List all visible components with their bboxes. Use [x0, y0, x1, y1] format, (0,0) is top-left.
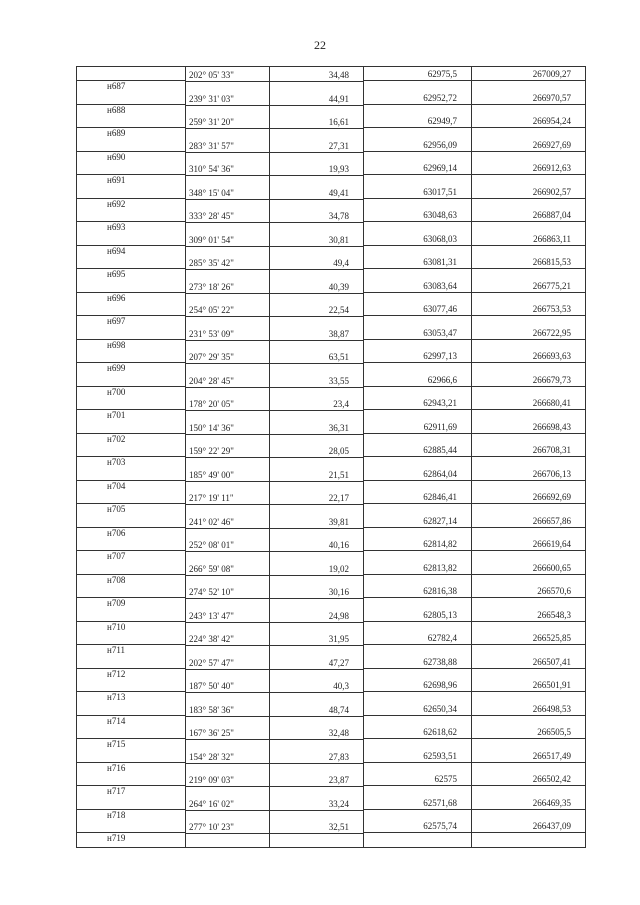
- row-separator: [185, 340, 363, 341]
- row-separator: [77, 597, 185, 598]
- coord-y: 266692,69: [532, 492, 571, 502]
- point-name: н709: [107, 598, 126, 608]
- coord-y: 266600,65: [532, 562, 571, 573]
- coord-x: 62813,82: [423, 562, 457, 573]
- coord-y: 266517,49: [532, 750, 571, 761]
- row-separator: [77, 691, 185, 692]
- row-separator: [185, 81, 363, 82]
- coord-y: 266722,95: [532, 327, 571, 338]
- row-separator: [185, 199, 363, 200]
- direction-angle: 187° 50' 40": [189, 681, 234, 692]
- segment-length: 31,95: [328, 634, 349, 645]
- coord-y: 266570,6: [537, 586, 571, 596]
- segment-length: 32,51: [328, 822, 349, 833]
- row-separator: [363, 292, 585, 293]
- row-separator: [363, 668, 585, 669]
- coord-x: 62969,14: [423, 163, 457, 173]
- direction-angle: 277° 10' 23": [189, 822, 234, 833]
- coord-x: 62966,6: [427, 374, 457, 385]
- row-separator: [363, 315, 585, 316]
- row-separator: [185, 152, 363, 153]
- point-name: н719: [107, 833, 126, 843]
- row-separator: [185, 504, 363, 505]
- coord-y: 266698,43: [532, 421, 571, 432]
- row-separator: [363, 644, 585, 645]
- coord-x: 62846,41: [423, 492, 457, 502]
- row-separator: [185, 739, 363, 740]
- segment-length: 22,54: [328, 305, 349, 316]
- row-separator: [77, 503, 185, 504]
- segment-length: 21,51: [328, 469, 349, 480]
- row-separator: [185, 410, 363, 411]
- row-separator: [363, 691, 585, 692]
- row-separator: [185, 622, 363, 623]
- row-separator: [77, 104, 185, 105]
- point-name: н688: [107, 104, 126, 115]
- row-separator: [77, 715, 185, 716]
- segment-length: 33,55: [328, 375, 349, 386]
- coord-x: 63083,64: [423, 280, 457, 291]
- row-separator: [363, 151, 585, 152]
- coord-y: 266693,63: [532, 351, 571, 361]
- segment-length: 47,27: [328, 657, 349, 668]
- segment-length: 22,17: [328, 493, 349, 504]
- row-separator: [77, 198, 185, 199]
- direction-angle: 348° 15' 04": [189, 187, 234, 198]
- coord-x: 62997,13: [423, 351, 457, 361]
- row-separator: [363, 433, 585, 434]
- point-name: н696: [107, 292, 126, 303]
- segment-length: 23,87: [328, 775, 349, 786]
- point-name: н713: [107, 692, 126, 702]
- coord-y: 266657,86: [532, 515, 571, 526]
- coord-y: 266548,3: [537, 609, 571, 620]
- segment-length: 44,91: [328, 93, 349, 104]
- coord-x: 62618,62: [423, 727, 457, 737]
- row-separator: [363, 198, 585, 199]
- row-separator: [363, 621, 585, 622]
- row-separator: [185, 293, 363, 294]
- segment-length: 19,93: [328, 164, 349, 175]
- segment-length: 49,4: [333, 258, 349, 269]
- row-separator: [185, 269, 363, 270]
- point-name: н704: [107, 480, 126, 491]
- point-name: н699: [107, 363, 126, 373]
- direction-angle: 207° 29' 35": [189, 352, 234, 363]
- segment-length: 16,61: [328, 117, 349, 128]
- point-name: н715: [107, 739, 126, 749]
- point-name: н697: [107, 316, 126, 326]
- row-separator: [185, 457, 363, 458]
- coord-x: 62943,21: [423, 398, 457, 408]
- row-separator: [363, 456, 585, 457]
- coord-x: 62816,38: [423, 586, 457, 596]
- row-separator: [185, 645, 363, 646]
- point-name: н703: [107, 457, 126, 467]
- coord-x: 62805,13: [423, 609, 457, 620]
- coord-y: 266507,41: [532, 656, 571, 667]
- direction-angle: 159° 22' 29": [189, 446, 234, 457]
- row-separator: [77, 668, 185, 669]
- coord-x: 62575: [434, 774, 457, 784]
- direction-angle: 285° 35' 42": [189, 258, 234, 269]
- direction-angle: 274° 52' 10": [189, 587, 234, 598]
- coord-x: 62885,44: [423, 445, 457, 455]
- row-separator: [77, 315, 185, 316]
- coord-y: 266679,73: [532, 374, 571, 385]
- segment-length: 23,4: [333, 399, 349, 410]
- direction-angle: 154° 28' 32": [189, 751, 234, 762]
- coord-x: 63053,47: [423, 327, 457, 338]
- direction-angle: 239° 31' 03": [189, 93, 234, 104]
- segment-length: 33,24: [328, 798, 349, 809]
- coord-y: 267009,27: [532, 69, 571, 79]
- row-separator: [185, 387, 363, 388]
- direction-angle: 310° 54' 36": [189, 164, 234, 175]
- row-separator: [185, 669, 363, 670]
- segment-length: 63,51: [328, 352, 349, 363]
- coord-y: 266863,11: [533, 233, 571, 244]
- coord-x: 62593,51: [423, 750, 457, 761]
- point-name: н714: [107, 715, 126, 726]
- coord-y: 266437,09: [532, 821, 571, 831]
- coord-x: 62571,68: [423, 797, 457, 808]
- coord-y: 266706,13: [532, 468, 571, 479]
- row-separator: [77, 433, 185, 434]
- point-name: н708: [107, 574, 126, 585]
- row-separator: [363, 386, 585, 387]
- segment-length: 49,41: [328, 187, 349, 198]
- column-divider: [471, 67, 472, 847]
- coord-y: 266887,04: [532, 210, 571, 220]
- row-separator: [77, 127, 185, 128]
- row-separator: [77, 221, 185, 222]
- direction-angle: 273° 18' 26": [189, 281, 234, 292]
- point-name: н718: [107, 809, 126, 820]
- coord-x: 62952,72: [423, 92, 457, 103]
- row-separator: [185, 246, 363, 247]
- row-separator: [77, 151, 185, 152]
- row-separator: [185, 316, 363, 317]
- row-separator: [77, 245, 185, 246]
- direction-angle: 231° 53' 09": [189, 328, 234, 339]
- segment-length: 40,3: [333, 681, 349, 692]
- row-separator: [77, 644, 185, 645]
- coord-x: 62738,88: [423, 656, 457, 667]
- row-separator: [77, 762, 185, 763]
- coord-y: 266927,69: [532, 139, 571, 150]
- row-separator: [185, 481, 363, 482]
- coord-x: 63081,31: [423, 257, 457, 267]
- coord-x: 62827,14: [423, 515, 457, 526]
- direction-angle: 309° 01' 54": [189, 234, 234, 245]
- point-name: н700: [107, 386, 126, 397]
- row-separator: [363, 104, 585, 105]
- row-separator: [185, 598, 363, 599]
- row-separator: [77, 292, 185, 293]
- page-number: 22: [314, 38, 326, 52]
- point-name: н689: [107, 128, 126, 138]
- row-separator: [363, 80, 585, 81]
- point-name: н707: [107, 551, 126, 561]
- point-name: н695: [107, 269, 126, 279]
- point-name: н705: [107, 504, 126, 514]
- coord-y: 266912,63: [532, 163, 571, 173]
- row-separator: [363, 832, 585, 833]
- coord-y: 266708,31: [532, 445, 571, 455]
- direction-angle: 241° 02' 46": [189, 516, 234, 527]
- direction-angle: 254° 05' 22": [189, 305, 234, 316]
- coord-y: 266525,85: [532, 633, 571, 643]
- direction-angle: 204° 28' 45": [189, 375, 234, 386]
- coord-x: 63077,46: [423, 304, 457, 314]
- row-separator: [185, 833, 363, 834]
- point-name: н698: [107, 339, 126, 350]
- row-separator: [363, 221, 585, 222]
- segment-length: 27,31: [328, 140, 349, 151]
- segment-length: 30,81: [328, 234, 349, 245]
- segment-length: 30,16: [328, 587, 349, 598]
- row-separator: [185, 528, 363, 529]
- row-separator: [185, 128, 363, 129]
- direction-angle: 185° 49' 00": [189, 469, 234, 480]
- direction-angle: 266° 59' 08": [189, 563, 234, 574]
- coord-y: 266469,35: [532, 797, 571, 808]
- direction-angle: 178° 20' 05": [189, 399, 234, 410]
- coord-y: 266505,5: [537, 727, 571, 737]
- segment-length: 24,98: [328, 610, 349, 621]
- row-separator: [77, 738, 185, 739]
- row-separator: [363, 550, 585, 551]
- row-separator: [77, 409, 185, 410]
- point-name: н701: [107, 410, 126, 420]
- row-separator: [363, 809, 585, 810]
- point-name: н693: [107, 222, 126, 232]
- row-separator: [77, 527, 185, 528]
- direction-angle: 202° 05' 33": [189, 70, 234, 81]
- coord-x: 62975,5: [427, 69, 457, 79]
- row-separator: [363, 738, 585, 739]
- segment-length: 32,48: [328, 728, 349, 739]
- row-separator: [363, 362, 585, 363]
- row-separator: [77, 386, 185, 387]
- coord-x: 62698,96: [423, 680, 457, 690]
- segment-length: 28,05: [328, 446, 349, 457]
- row-separator: [77, 80, 185, 81]
- segment-length: 34,78: [328, 211, 349, 222]
- row-separator: [77, 550, 185, 551]
- row-separator: [77, 339, 185, 340]
- coord-y: 266775,21: [532, 280, 571, 291]
- segment-length: 19,02: [328, 563, 349, 574]
- row-separator: [363, 245, 585, 246]
- coord-x: 62956,09: [423, 139, 457, 150]
- row-separator: [77, 362, 185, 363]
- point-name: н711: [107, 645, 125, 655]
- row-separator: [185, 175, 363, 176]
- coord-y: 266680,41: [532, 398, 571, 408]
- direction-angle: 217° 19' 11": [189, 493, 234, 504]
- row-separator: [185, 551, 363, 552]
- coord-x: 62782,4: [427, 633, 457, 643]
- row-separator: [77, 456, 185, 457]
- row-separator: [363, 715, 585, 716]
- direction-angle: 202° 57' 47": [189, 657, 234, 668]
- coord-x: 62949,7: [427, 116, 457, 126]
- coord-x: 62814,82: [423, 539, 457, 549]
- coord-y: 266954,24: [532, 116, 571, 126]
- coord-y: 266815,53: [532, 257, 571, 267]
- row-separator: [363, 785, 585, 786]
- coord-x: 62575,74: [423, 821, 457, 831]
- point-name: н690: [107, 151, 126, 162]
- row-separator: [363, 597, 585, 598]
- row-separator: [363, 503, 585, 504]
- coord-x: 63017,51: [423, 186, 457, 197]
- row-separator: [185, 763, 363, 764]
- row-separator: [77, 268, 185, 269]
- row-separator: [77, 574, 185, 575]
- coord-x: 63048,63: [423, 210, 457, 220]
- coord-y: 266753,53: [532, 304, 571, 314]
- coord-y: 266498,53: [532, 703, 571, 714]
- coord-x: 62650,34: [423, 703, 457, 714]
- coord-y: 266502,42: [532, 774, 571, 784]
- row-separator: [363, 574, 585, 575]
- coord-x: 63068,03: [423, 233, 457, 244]
- segment-length: 40,39: [328, 281, 349, 292]
- segment-length: 40,16: [328, 540, 349, 551]
- direction-angle: 243° 13' 47": [189, 610, 234, 621]
- segment-length: 27,83: [328, 751, 349, 762]
- point-name: н706: [107, 527, 126, 538]
- point-name: н712: [107, 668, 126, 679]
- point-name: н717: [107, 786, 126, 796]
- row-separator: [363, 174, 585, 175]
- row-separator: [185, 716, 363, 717]
- row-separator: [77, 621, 185, 622]
- segment-length: 36,31: [328, 422, 349, 433]
- direction-angle: 219° 09' 03": [189, 775, 234, 786]
- row-separator: [185, 105, 363, 106]
- segment-length: 39,81: [328, 516, 349, 527]
- row-separator: [363, 409, 585, 410]
- row-separator: [363, 268, 585, 269]
- row-separator: [363, 339, 585, 340]
- coord-y: 266619,64: [532, 539, 571, 549]
- point-name: н694: [107, 245, 126, 256]
- row-separator: [185, 692, 363, 693]
- direction-angle: 183° 58' 36": [189, 704, 234, 715]
- row-separator: [363, 480, 585, 481]
- row-separator: [185, 786, 363, 787]
- coord-y: 266902,57: [532, 186, 571, 197]
- row-separator: [185, 222, 363, 223]
- segment-length: 48,74: [328, 704, 349, 715]
- coord-y: 266501,91: [532, 680, 571, 690]
- segment-length: 38,87: [328, 328, 349, 339]
- row-separator: [185, 810, 363, 811]
- row-separator: [185, 363, 363, 364]
- row-separator: [185, 575, 363, 576]
- row-separator: [363, 762, 585, 763]
- direction-angle: 167° 36' 25": [189, 728, 234, 739]
- row-separator: [77, 785, 185, 786]
- row-separator: [363, 127, 585, 128]
- row-separator: [363, 527, 585, 528]
- point-name: н692: [107, 198, 126, 209]
- point-name: н716: [107, 762, 126, 773]
- direction-angle: 283° 31' 57": [189, 140, 234, 151]
- direction-angle: 264° 16' 02": [189, 798, 234, 809]
- point-name: н702: [107, 433, 126, 444]
- row-separator: [77, 832, 185, 833]
- row-separator: [77, 174, 185, 175]
- point-name: н687: [107, 81, 126, 91]
- direction-angle: 252° 08' 01": [189, 540, 234, 551]
- direction-angle: 224° 38' 42": [189, 634, 234, 645]
- row-separator: [185, 434, 363, 435]
- coord-y: 266970,57: [532, 92, 571, 103]
- point-name: н691: [107, 175, 126, 185]
- direction-angle: 259° 31' 20": [189, 117, 234, 128]
- row-separator: [77, 809, 185, 810]
- direction-angle: 150° 14' 36": [189, 422, 234, 433]
- segment-length: 34,48: [328, 70, 349, 81]
- column-divider: [363, 67, 364, 847]
- coord-x: 62864,04: [423, 468, 457, 479]
- coord-x: 62911,69: [423, 421, 457, 432]
- coordinates-table: [76, 66, 586, 848]
- point-name: н710: [107, 621, 126, 632]
- direction-angle: 333° 28' 45": [189, 211, 234, 222]
- row-separator: [77, 480, 185, 481]
